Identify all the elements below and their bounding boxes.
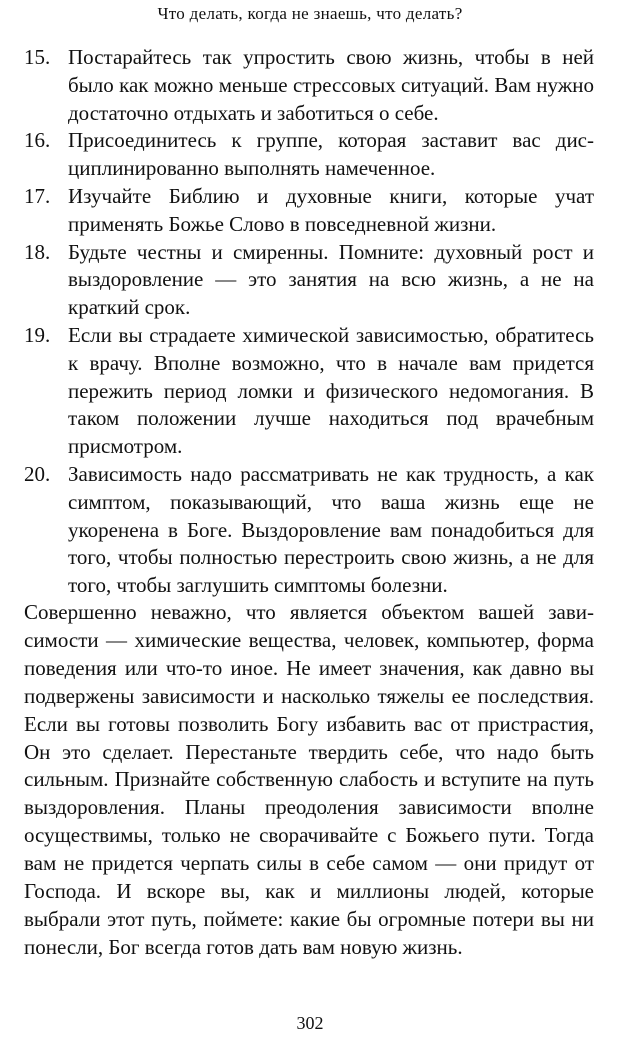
list-item-number: 16. bbox=[24, 128, 51, 153]
list-item bbox=[24, 461, 594, 600]
list-item-text: Присоединитесь к группе, которая заставит вас дисциплинированно выполнять намеченное. bbox=[68, 128, 594, 181]
list-item-text: Зависимость надо рассматривать не как трудность, а как симптом, показывающий, что ваша жизнь еще не укоренена в Боге. Выздоровление вам понадобиться для того, чтобы полностью перестроить свою жизнь, а не для того, чтобы заглушить симптомы болезни. bbox=[68, 461, 594, 598]
numbered-list bbox=[24, 44, 594, 600]
list-item-number: 17. bbox=[24, 183, 51, 208]
list-item-number: 19. bbox=[24, 322, 51, 347]
list-item-text: Если вы страдаете химической зависимостью, обратитесь к врачу. Вполне возможно, что в начале вам придется пережить период ломки и физического недомогания. В таком положении лучше находиться под врачебным присмотром. bbox=[68, 322, 594, 459]
list-item-text: Постарайтесь так упростить свою жизнь, чтобы в ней было как можно меньше стрессовых ситуаций. Вам нужно достаточно отдыхать и заботиться о себе. bbox=[68, 45, 594, 125]
body-paragraph: Совершенно неважно, что является объектом вашей зависимости — химические вещества, человек, компьютер, форма поведения или что-то иное. Не имеет значения, как давно вы подвержены зависимости и насколько тяжелы ее последствия. Если вы готовы позволить Богу избавить вас от пристрастия, Он это сделает. Перестаньте твердить себе, что надо быть сильным. Признайте собственную слабость и вступите на путь выздоровления. Планы преодоления зависимости вполне осуществимы, только не сворачивайте с Божьего пути. Тогда вам не придется черпать силы в себе самом — они придут от Господа. И вскоре вы, как и миллионы людей, которые выбрали этот путь, поймете: какие бы огромные потери вы ни понесли, Бог всегда готов дать вам новую жизнь. bbox=[24, 600, 594, 959]
list-item bbox=[24, 183, 594, 239]
page-number: 302 bbox=[296, 1013, 324, 1033]
running-header: Что делать, когда не знаешь, что делать? bbox=[157, 4, 463, 23]
list-item-text: Изучайте Библию и духовные книги, которые учат применять Божье Слово в повседневной жизни. bbox=[68, 183, 594, 236]
list-item bbox=[24, 322, 594, 461]
list-item bbox=[24, 44, 594, 127]
list-item-number: 18. bbox=[24, 239, 51, 264]
list-item bbox=[24, 127, 594, 183]
list-item-number: 15. bbox=[24, 45, 51, 69]
list-item bbox=[24, 239, 594, 322]
list-item-number: 20. bbox=[24, 461, 51, 486]
list-item-text: Будьте честны и смиренны. Помните: духовный рост и выздоровление — это занятия на всю жизнь, а не на краткий срок. bbox=[68, 239, 594, 320]
